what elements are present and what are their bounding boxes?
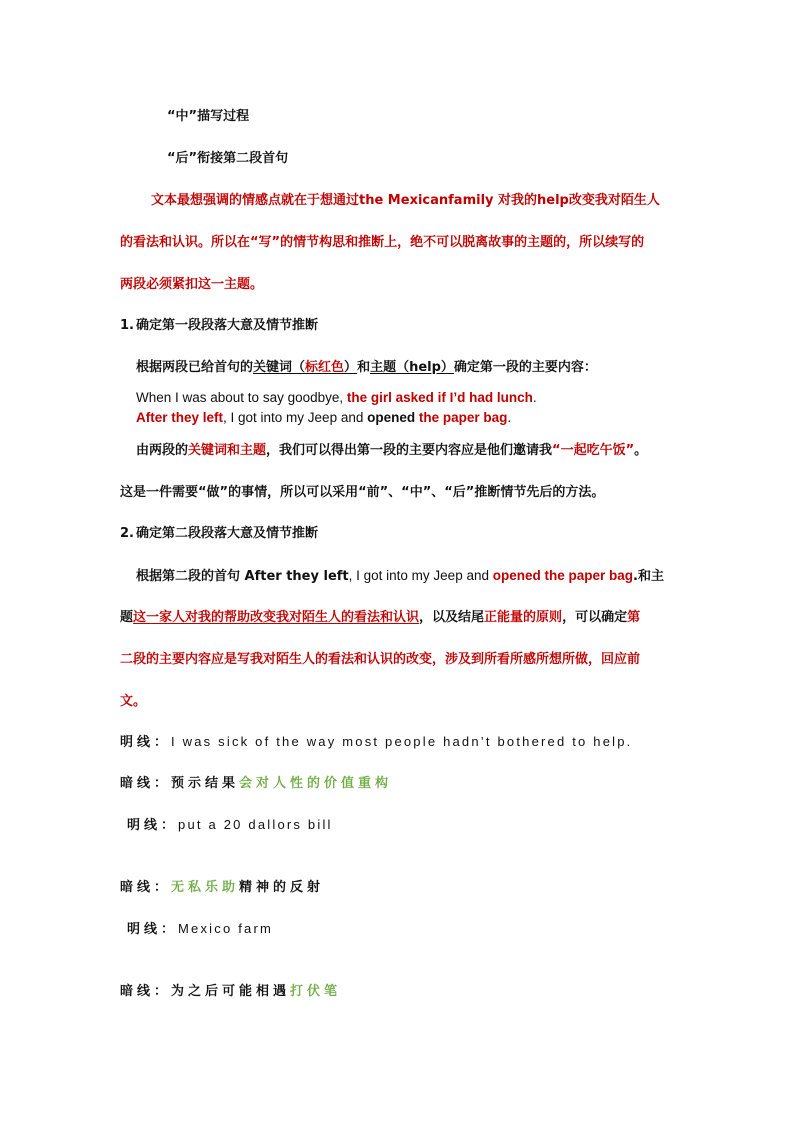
text-run: ，可以确定 [562, 610, 628, 625]
section1-para1 [136, 359, 597, 377]
section1-title: 确定第一段段落大意及情节推断 [136, 318, 319, 333]
thread-an-1 [120, 775, 392, 793]
thread-label: 明线： [127, 922, 179, 937]
thread-text: I was sick of the way most people hadn’t bothered to help. [171, 734, 633, 749]
red-underlined-phrase: 这一家人对我的帮助改变我对陌生人的看法和认识 [133, 610, 420, 625]
section2-heading [120, 525, 318, 543]
section2-line-1 [136, 567, 664, 586]
quote-line-2 [136, 409, 511, 427]
text-run: . [532, 390, 537, 405]
section2-line-3: 二段的主要内容应是写我对陌生人的看法和认识的改变，涉及到所看所感所想所做，回应前 [120, 652, 641, 667]
text-run: 题 [120, 610, 134, 625]
red-phrase: 第 [627, 610, 641, 625]
text-run: When I was about to say goodbye, [136, 390, 347, 405]
thread-text: 预示结果 [171, 776, 240, 791]
red-label: 标红色 [305, 360, 345, 375]
topic-phrase: 主题（help） [370, 360, 454, 375]
keyword-phrase [253, 360, 357, 375]
green-phrase: 会对人性的价值重构 [239, 776, 393, 791]
thread-text: 精神的反射 [239, 880, 325, 895]
text-run: ，以及结尾 [419, 610, 485, 625]
section2-line-4: 文。 [120, 694, 147, 709]
intro-line-1: 文本最想强调的情感点就在于想通过the Mexicanfamily 对我的help改变我对陌生人 [151, 193, 660, 208]
red-phrase: 关键词和主题 [188, 443, 267, 458]
thread-text: put a 20 dallors bill [178, 817, 333, 832]
thread-ming-1 [120, 733, 632, 752]
thread-ming-3 [127, 920, 273, 939]
red-phrase: After they left [136, 410, 224, 425]
text-run: ，我们可以得出第一段的主要内容应是他们邀请我 [266, 443, 553, 458]
text-run: 确定第一段的主要内容： [453, 360, 597, 375]
thread-label: 明线： [127, 818, 179, 833]
section2-line-2 [120, 609, 640, 627]
thread-an-3 [120, 983, 341, 1001]
intro-line-2: 的看法和认识。所以在“写”的情节构思和推断上，绝不可以脱离故事的主题的，所以续写的 [120, 235, 645, 250]
thread-text: Mexico farm [178, 921, 274, 936]
intro-line-3: 两段必须紧扣这一主题。 [120, 277, 264, 292]
red-phrase: the paper bag [418, 410, 508, 425]
text-run: .和主 [633, 569, 664, 584]
text-run: 根据第二段的首句 After they left [136, 569, 349, 584]
text-run: 根据两段已给首句的 [136, 360, 254, 375]
green-phrase: 打伏笔 [290, 984, 342, 999]
red-phrase: 正能量的原则 [484, 610, 563, 625]
red-phrase: opened the paper bag [492, 568, 634, 583]
thread-text: 为之后可能相遇 [171, 984, 291, 999]
heading-hou: “后”衔接第二段首句 [167, 151, 289, 166]
thread-ming-2 [127, 816, 333, 835]
text-run: ） [344, 360, 358, 375]
text-run: , I got into my Jeep and [348, 568, 493, 583]
text-run: 。 [634, 443, 648, 458]
text-run: . [507, 410, 512, 425]
section1-para3: 这是一件需要“做”的事情，所以可以采用“前”、“中”、“后”推断情节先后的方法。 [120, 485, 605, 500]
text-run: , I got into my Jeep and [223, 410, 368, 425]
thread-label: 明线： [120, 735, 172, 750]
red-phrase: “一起吃午饭” [552, 443, 635, 458]
thread-label: 暗线： [120, 984, 172, 999]
section1-heading [120, 317, 318, 335]
red-phrase: the girl asked if I’d had lunch [346, 390, 533, 405]
section1-number: 1. [120, 318, 134, 333]
green-phrase: 无私乐助 [171, 880, 240, 895]
quote-line-1 [136, 389, 537, 407]
text-run: 关键词（ [253, 360, 306, 375]
section2-number: 2. [120, 526, 134, 541]
heading-zhong: “中”描写过程 [167, 109, 250, 124]
bold-word: opened [367, 410, 416, 425]
thread-label: 暗线： [120, 776, 172, 791]
section2-title: 确定第二段段落大意及情节推断 [136, 526, 319, 541]
thread-label: 暗线： [120, 880, 172, 895]
thread-an-2 [120, 879, 324, 897]
text-run: 和 [357, 360, 371, 375]
text-run: 由两段的 [136, 443, 189, 458]
section1-para2 [136, 442, 647, 460]
